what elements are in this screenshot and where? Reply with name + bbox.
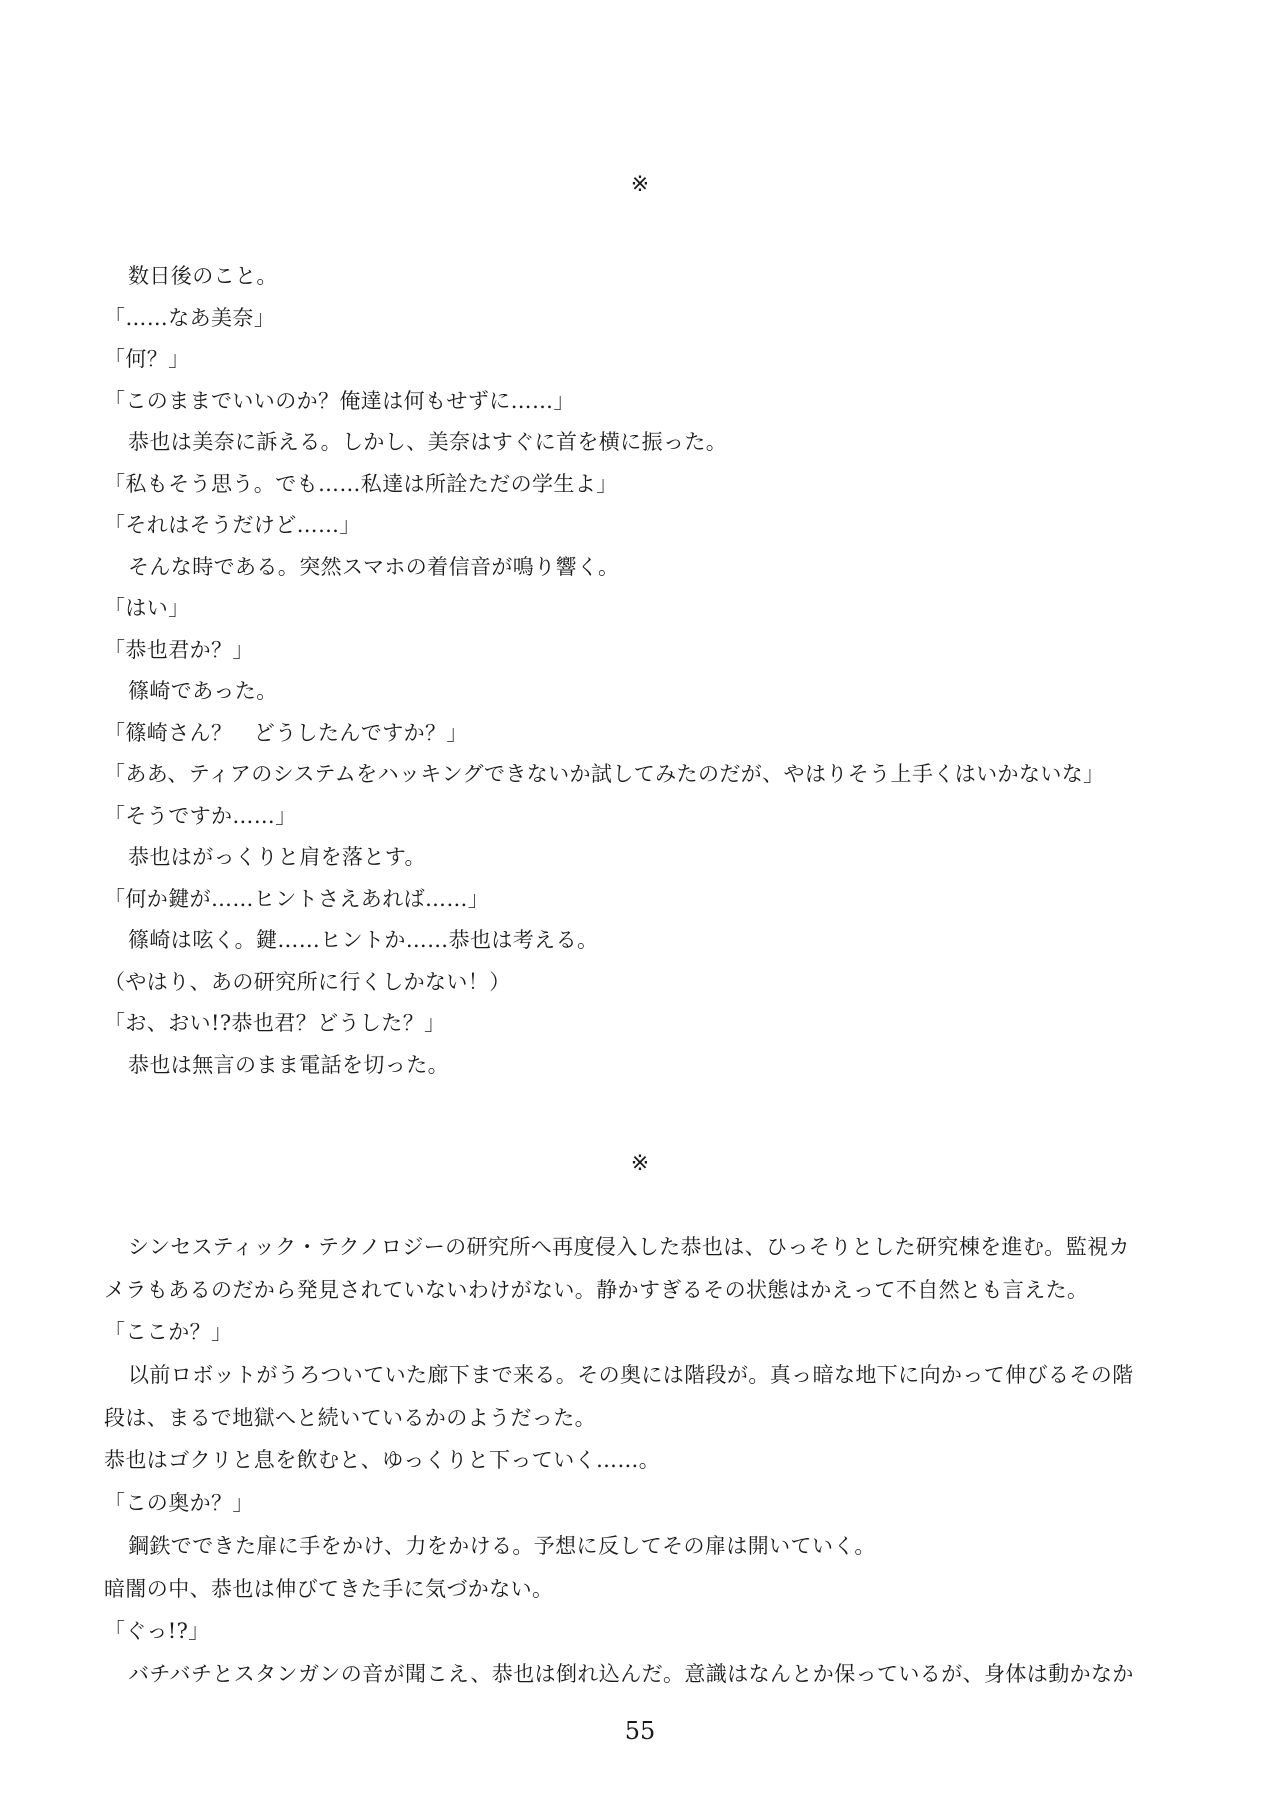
text-line: 恭也はがっくりと肩を落とす。	[128, 845, 426, 869]
page-number: 55	[624, 1717, 656, 1745]
text-line: 篠崎は呟く。鍵……ヒントか……恭也は考える。	[128, 928, 599, 952]
text-line: バチバチとスタンガンの音が聞こえ、恭也は倒れ込んだ。意識はなんとか保っているが、身体は動かなか	[128, 1661, 1134, 1686]
text-line: 暗闇の中、恭也は伸びてきた手に気づかない。	[104, 1576, 554, 1601]
section-break-mark: ※	[630, 172, 650, 197]
text-line: メラもあるのだから発見されていないわけがない。静かすぎるその状態はかえって不自然とも言えた。	[104, 1277, 1089, 1302]
dialogue-line: 「この奥か？」	[104, 1491, 254, 1516]
text-line: そんな時である。突然スマホの着信音が鳴り響く。	[128, 554, 620, 579]
text-line: 鋼鉄でできた扉に手をかけ、力をかける。予想に反してその扉は開いていく。	[128, 1533, 876, 1558]
dialogue-line: 「このままでいいのか？俺達は何もせずに……」	[104, 388, 575, 413]
dialogue-line: 「ああ、ティアのシステムをハッキングできないか試してみたのだが、やはりそう上手くはいかないな」	[104, 762, 1105, 786]
dialogue-line: 「そうですか……」	[104, 803, 297, 828]
text-line: シンセスティック・テクノロジーの研究所へ再度侵入した恭也は、ひっそりとした研究棟を進む。監視カ	[128, 1235, 1130, 1259]
dialogue-line: 「何？」	[104, 347, 190, 371]
text-line: 篠崎であった。	[128, 679, 278, 703]
dialogue-line: 「はい」	[104, 596, 190, 620]
section-1-text	[104, 256, 1184, 1086]
thought-line: （やはり、あの研究所に行くしかない！）	[104, 969, 511, 994]
dialogue-line: 「篠崎さん？ どうしたんですか？」	[104, 720, 468, 745]
dialogue-line: 「ここか？」	[104, 1320, 233, 1345]
dialogue-line: 「ぐっ!?」	[104, 1619, 210, 1644]
text-line: 恭也は美奈に訴える。しかし、美奈はすぐに首を横に振った。	[128, 430, 728, 454]
text-line: 恭也は無言のまま電話を切った。	[128, 1052, 449, 1077]
text-line: 恭也はゴクリと息を飲むと、ゆっくりと下っていく……。	[104, 1448, 661, 1473]
text-line: 数日後のこと。	[128, 264, 278, 288]
dialogue-line: 「私もそう思う。でも……私達は所詮ただの学生よ」	[104, 471, 618, 496]
section-2-text	[104, 1226, 1184, 1696]
dialogue-line: 「お、おい!?恭也君？どうした？」	[104, 1011, 446, 1035]
text-line: 以前ロボットがうろついていた廊下まで来る。その奥には階段が。真っ暗な地下に向かって伸びるその階	[128, 1363, 1134, 1388]
dialogue-line: 「恭也君か？」	[104, 637, 254, 662]
dialogue-line: 「それはそうだけど……」	[104, 513, 361, 537]
dialogue-line: 「何か鍵が……ヒントさえあれば……」	[104, 886, 490, 911]
text-line: 段は、まるで地獄へと続いているかのようだった。	[104, 1405, 596, 1430]
section-break-mark: ※	[630, 1151, 650, 1176]
dialogue-line: 「……なあ美奈」	[104, 305, 276, 330]
